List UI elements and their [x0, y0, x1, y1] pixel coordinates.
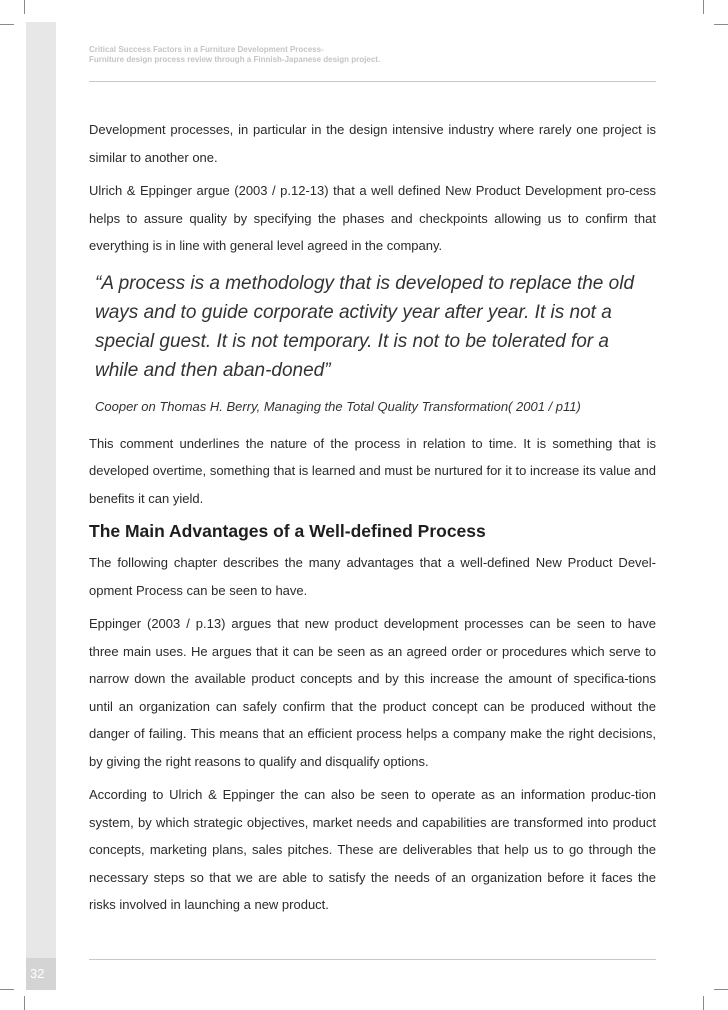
- crop-mark: [0, 24, 14, 25]
- running-header-line-2: Furniture design process review through a Finnish-Japanese design project.: [89, 55, 381, 64]
- paragraph: According to Ulrich & Eppinger the can also be seen to operate as an information produc-tion system, by which strategic objectives, market needs and capabilities are transformed into product concepts, marketing plans, sales pitches. These are deliverables that help us to go through the necessary steps so that we are able to satisfy the needs of an organization before it faces the risks involved in launching a new product.: [89, 787, 656, 912]
- crop-mark: [24, 0, 25, 14]
- paragraph: This comment underlines the nature of the process in relation to time. It is something that is developed overtime, something that is learned and must be nurtured for it to increase its value and benefits it can yield.: [89, 435, 656, 506]
- footer-rule: [89, 959, 656, 960]
- running-header: [89, 45, 380, 65]
- page-sidebar: [26, 22, 56, 990]
- crop-mark: [0, 989, 14, 990]
- crop-mark: [714, 989, 728, 990]
- page-body: [89, 116, 656, 925]
- header-rule: [89, 81, 656, 82]
- paragraph: Ulrich & Eppinger argue (2003 / p.12-13) that a well defined New Product Development pro-cess helps to assure quality by specifying the phases and checkpoints allowing us to confirm that everything is in line with general level agreed in the company.: [89, 183, 656, 253]
- paragraph: Development processes, in particular in the design intensive industry where rarely one project is similar to another one.: [89, 122, 656, 165]
- running-header-line-1: Critical Success Factors in a Furniture Development Process-: [89, 45, 324, 54]
- crop-mark: [703, 0, 704, 14]
- page-number: 32: [30, 966, 45, 981]
- section-heading: The Main Advantages of a Well-defined Process: [89, 521, 486, 541]
- crop-mark: [714, 24, 728, 25]
- paragraph: The following chapter describes the many advantages that a well-defined New Product Devel-opment Process can be seen to have.: [89, 555, 656, 598]
- block-quote: “A process is a methodology that is developed to replace the old ways and to guide corporate activity year after year. It is not a special guest. It is not temporary. It is not to be tolerated for a while and then aban-doned”: [95, 272, 635, 381]
- quote-citation: Cooper on Thomas H. Berry, Managing the Total Quality Transformation( 2001 / p11): [95, 398, 581, 414]
- paragraph: Eppinger (2003 / p.13) argues that new product development processes can be seen to have three main uses. He argues that it can be seen as an agreed order or procedures which serve to narrow down the available product concepts and by this increase the amount of specifica-tions until an organization can safely confirm that the product concept can be produced without the danger of failing. This means that an efficient process helps a company make the right decisions, by giving the right reasons to qualify and disqualify options.: [89, 616, 656, 769]
- crop-mark: [703, 996, 704, 1010]
- crop-mark: [24, 996, 25, 1010]
